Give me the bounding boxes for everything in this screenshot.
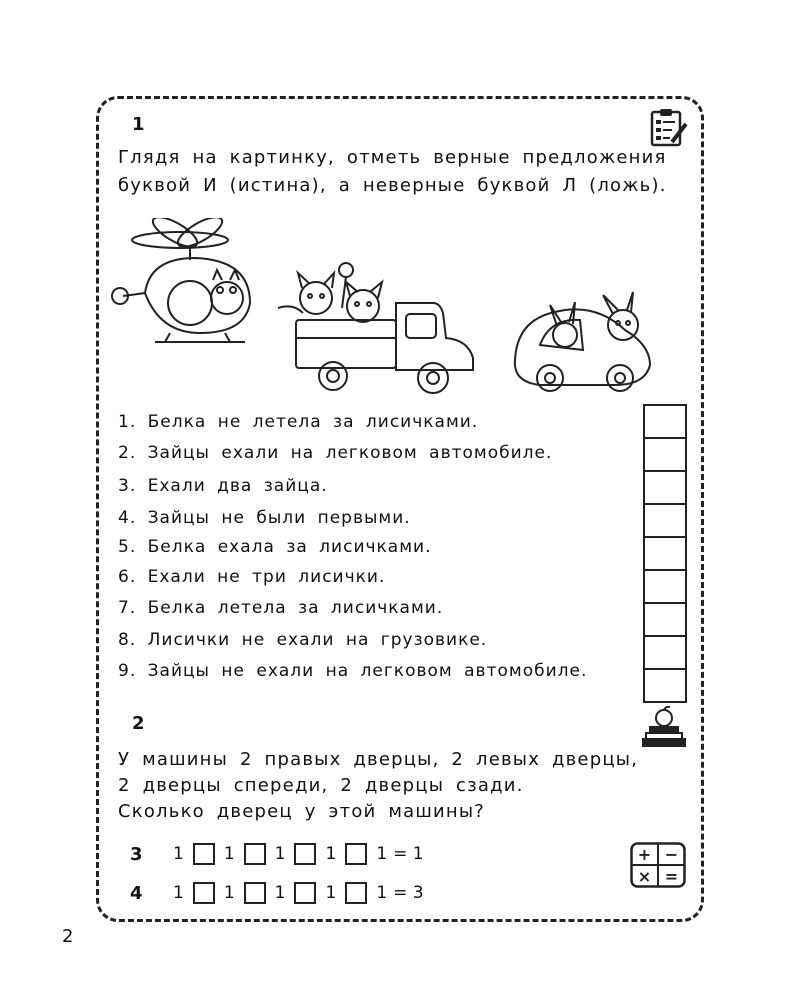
digit: 1 [223,844,235,864]
digit: 1 [173,883,184,903]
operator-box[interactable] [294,882,316,904]
digit: 1 [274,844,286,864]
task1-instruction-line2: буквой И (истина), а неверные буквой Л (ложь). [118,175,667,196]
statement-8: 8. Лисички не ехали на грузовике. [118,630,488,650]
statement-9: 9. Зайцы не ехали на легковом автомобиле. [118,661,588,681]
answer-box-9[interactable] [645,670,685,703]
statement-5: 5. Белка ехала за лисичками. [118,537,432,557]
digit: 1 [376,883,388,903]
answer-box-4[interactable] [645,505,685,538]
result: = 1 [393,844,424,864]
operator-box[interactable] [244,843,266,865]
digit: 1 [223,883,235,903]
statement-2: 2. Зайцы ехали на легковом автомобиле. [118,443,553,463]
task4-number: 4 [130,882,143,904]
car-illustration [505,290,655,395]
task2-number: 2 [132,713,145,734]
task2-line2: 2 дверцы спереди, 2 дверцы сзади. [118,775,524,796]
page-number: 2 [62,926,74,947]
answer-boxes [643,404,687,703]
operator-box[interactable] [244,882,266,904]
answer-box-6[interactable] [645,571,685,604]
digit: 1 [376,844,388,864]
helicopter-illustration [105,218,270,348]
statement-7: 7. Белка летела за лисичками. [118,598,444,618]
statement-6: 6. Ехали не три лисички. [118,567,386,587]
task1-instruction-line1: Глядя на картинку, отметь верные предложения [118,147,667,168]
times-sign: × [637,867,652,886]
answer-box-8[interactable] [645,637,685,670]
task2-line3: Сколько дверец у этой машины? [118,801,486,822]
truck-illustration [268,258,483,398]
answer-box-3[interactable] [645,472,685,505]
answer-box-5[interactable] [645,538,685,571]
answer-box-7[interactable] [645,604,685,637]
answer-box-2[interactable] [645,439,685,472]
task2-line1: У машины 2 правых дверцы, 2 левых дверцы, [118,749,639,770]
task4-equation [130,882,427,904]
task3-equation [130,843,427,865]
result: = 3 [393,883,424,903]
operator-box[interactable] [294,843,316,865]
apple-books-icon [640,706,688,748]
answer-box-1[interactable] [645,406,685,439]
digit: 1 [325,883,337,903]
digit: 1 [173,844,184,864]
task1-number: 1 [132,114,145,135]
operator-box[interactable] [345,843,367,865]
operator-box[interactable] [193,843,215,865]
equals-sign: = [664,867,679,886]
operator-box[interactable] [193,882,215,904]
digit: 1 [274,883,286,903]
statement-4: 4. Зайцы не были первыми. [118,508,411,528]
calculator-icon [630,842,686,888]
task3-number: 3 [130,843,143,865]
digit: 1 [325,844,337,864]
statement-1: 1. Белка не летела за лисичками. [118,412,479,432]
statement-3: 3. Ехали два зайца. [118,476,328,496]
minus-sign: − [664,845,679,864]
clipboard-icon [648,108,690,148]
plus-sign: + [637,845,652,864]
operator-box[interactable] [345,882,367,904]
